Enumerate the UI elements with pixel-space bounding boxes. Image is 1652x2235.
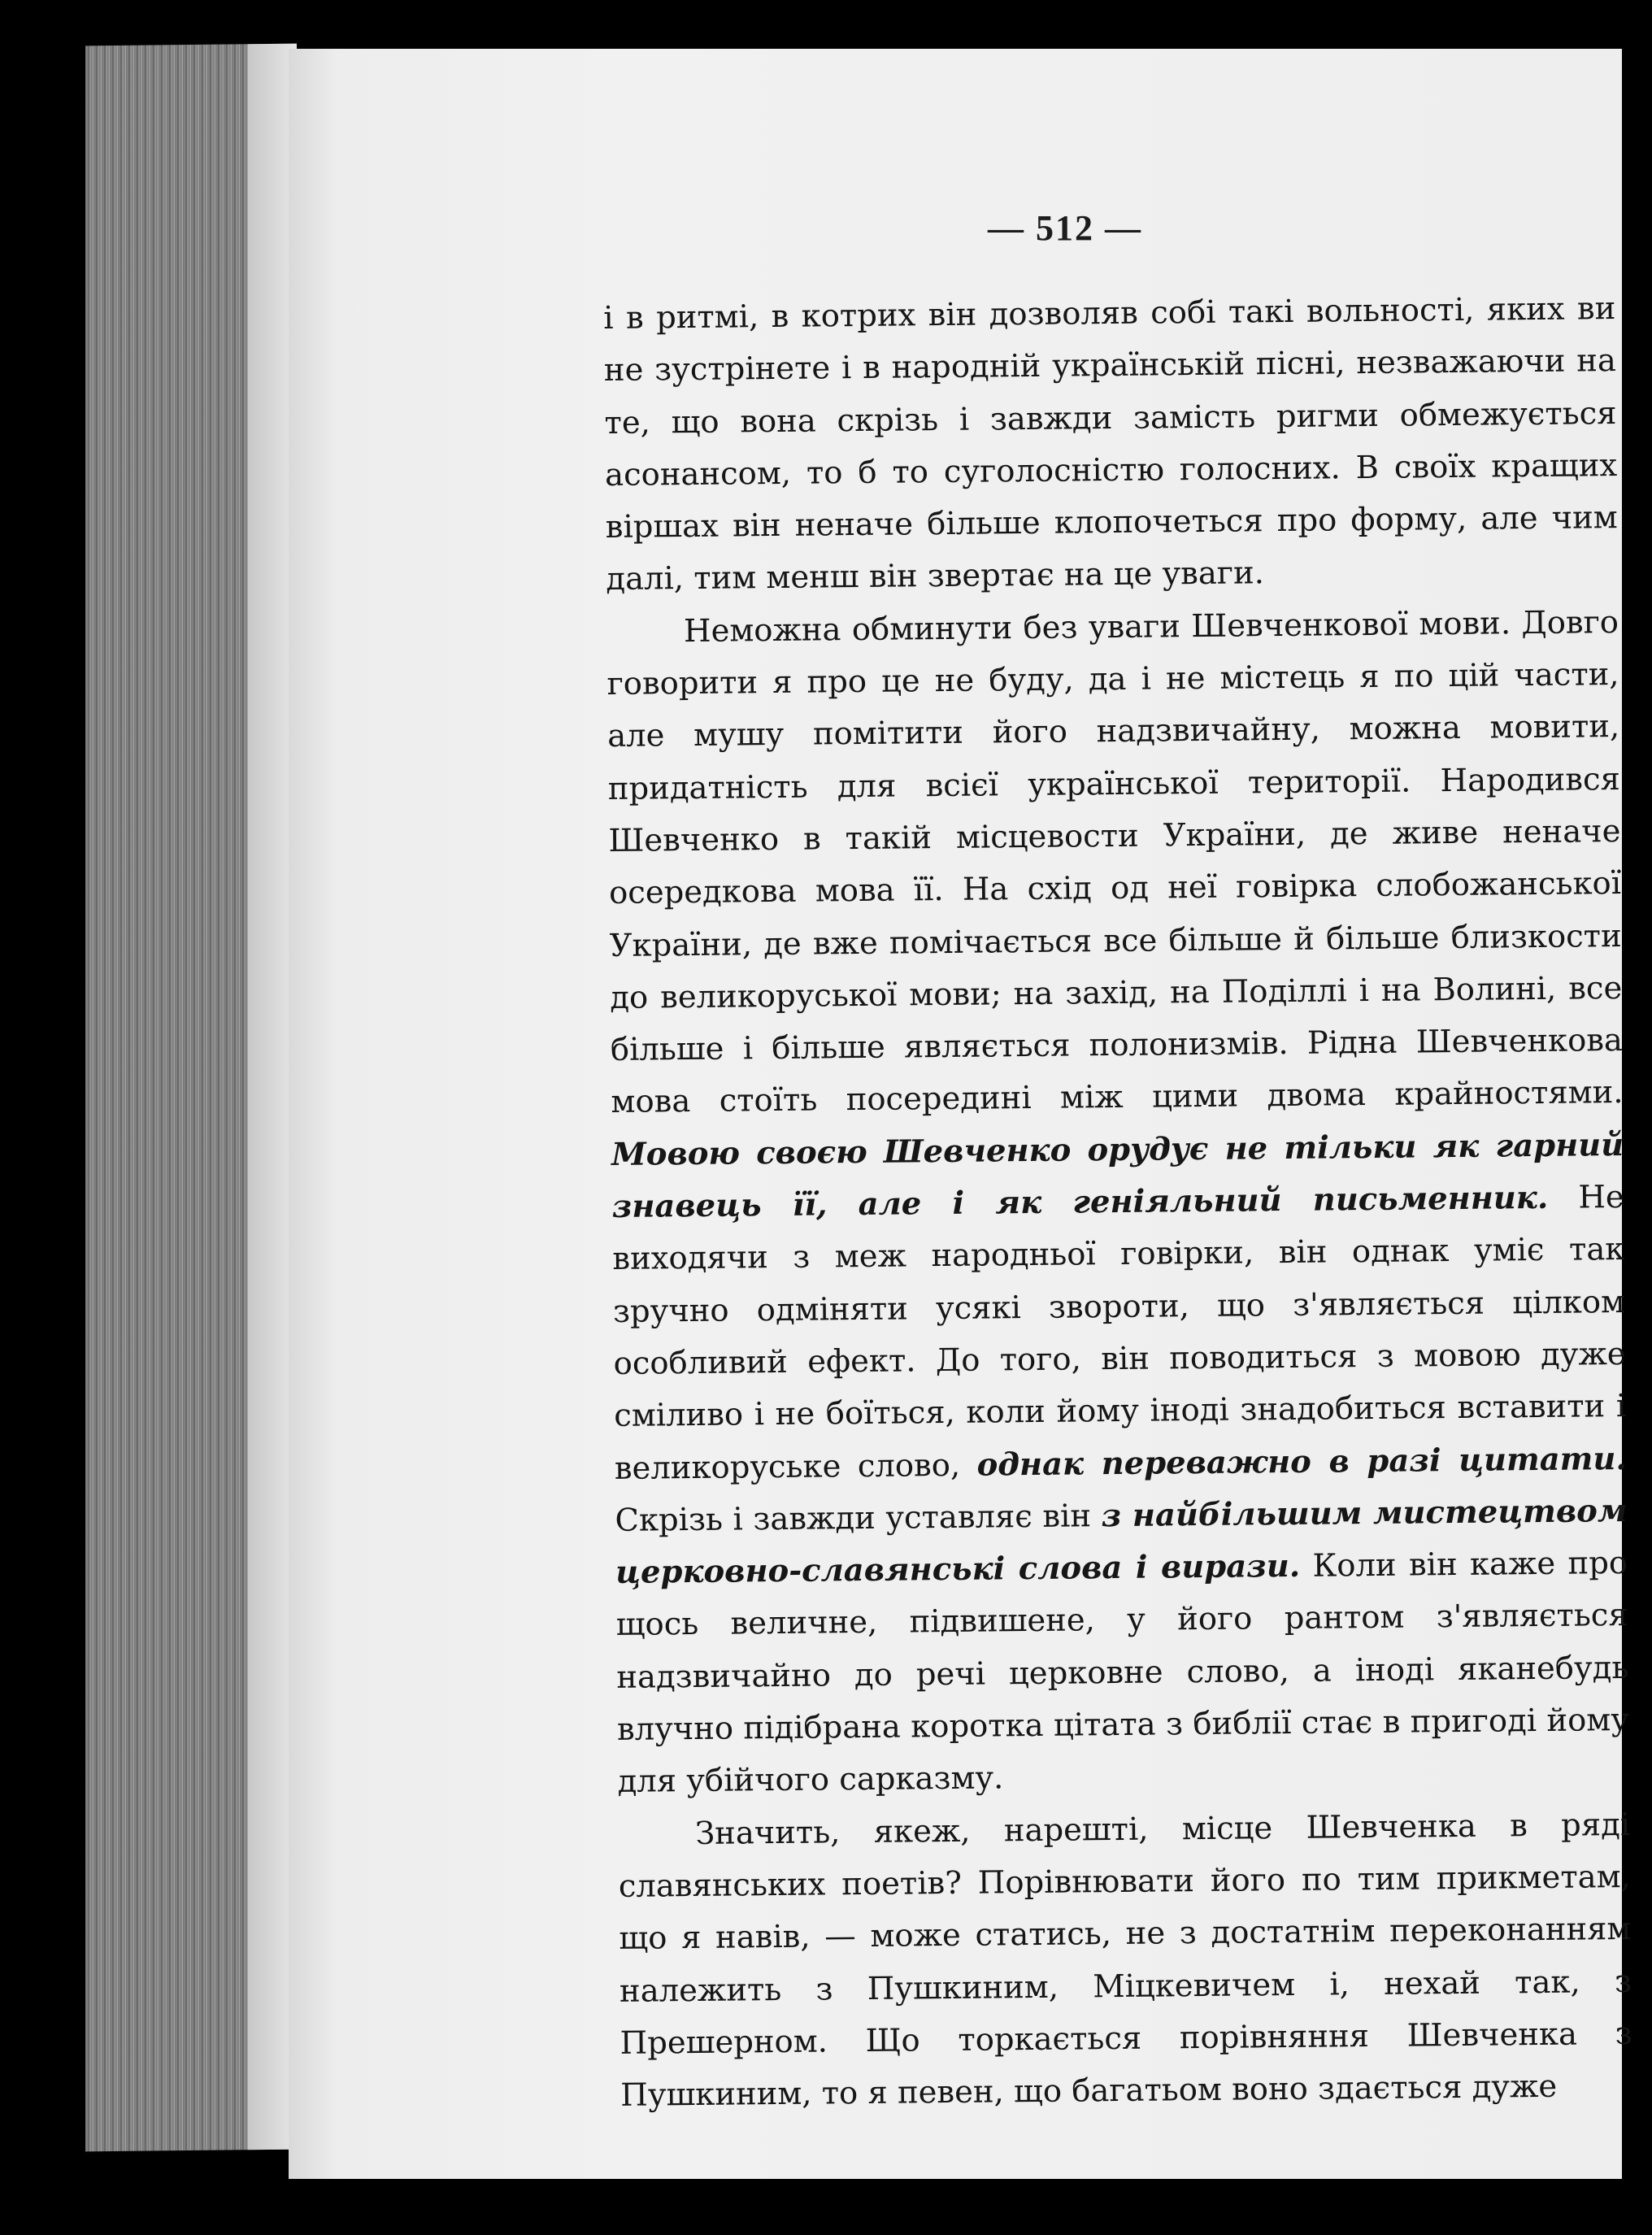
text-run: Неможна обминути без уваги Шевченкової мови. Довго говорити я про це не буду, да і не містець я по цій части, але мушу помітити його надзвичайну, можна мовити, придатність для всієї української території. Народився Шевченко в такій місцевости України, де живе неначе осередкова мова її. На схід од неї говірка слобожанської України, де вже помічається все більше й більше близкости до великоруської мови; на захід, на Поділлі і на Волині, все більше і більше являється полонизмів. Рідна Шевченкова мова стоїть посередині між цими двома крайностями. (606, 603, 1624, 1121)
italic-emphasis: однак переважно в разі цитати. (976, 1440, 1628, 1484)
page-edges-stack (85, 44, 297, 2152)
text-run: Значить, якеж, нарешті, місце Шевченка в ряді славянських поетів? Порівнювати його по тим прикметам, що я навів, — може статись, не з достатнім переконанням належить з Пушкиним, Міцкевичем і, нехай так, з Прешерном. Що торкається порівняння Шевченка з Пушкиним, то я певен, що багатьом воно здається дуже (618, 1806, 1632, 2114)
body-text (603, 283, 1633, 2122)
text-run: Скрізь і завжди уставляє він (615, 1498, 1102, 1539)
text-run: Не виходячи з меж народньої говірки, він однак уміє так зручно одміняти усякі звороти, що з'являється цілком особливий ефект. До того, він поводиться з мовою дуже сміливо і не боїться, коли йому іноді знадобиться вставити і великоруське слово, (612, 1179, 1627, 1487)
paragraph (606, 597, 1630, 1809)
italic-emphasis: з найбільшим мистецтвом церковно-славянські слова і вирази. (615, 1492, 1628, 1592)
paragraph (618, 1799, 1633, 2123)
text-run: Коли він каже про щось величне, підвишене, у його рантом з'являється надзвичайно до речі церковне слово, а іноді яканебудь влучно підібрана коротка цітата з библії стає в пригоді йому для убійчого сарказму. (615, 1545, 1630, 1801)
page-number: — 512 — (988, 208, 1142, 248)
paragraph (603, 283, 1619, 607)
italic-emphasis: Мовою своєю Шевченко орудує не тільки як гарний знавець її, але і як геніяльний письменник. (611, 1126, 1624, 1225)
text-run: і в ритмі, в котрих він дозволяв собі такі вольності, яких ви не зустрінете і в народній українській пісні, незважаючи на те, що вона скрізь і завжди замість ригми обмежується асонансом, то б то суголосністю голосних. В своїх кращих віршах він неначе більше клопочеться про форму, але чим далі, тим менш він звертає на це уваги. (603, 290, 1618, 598)
